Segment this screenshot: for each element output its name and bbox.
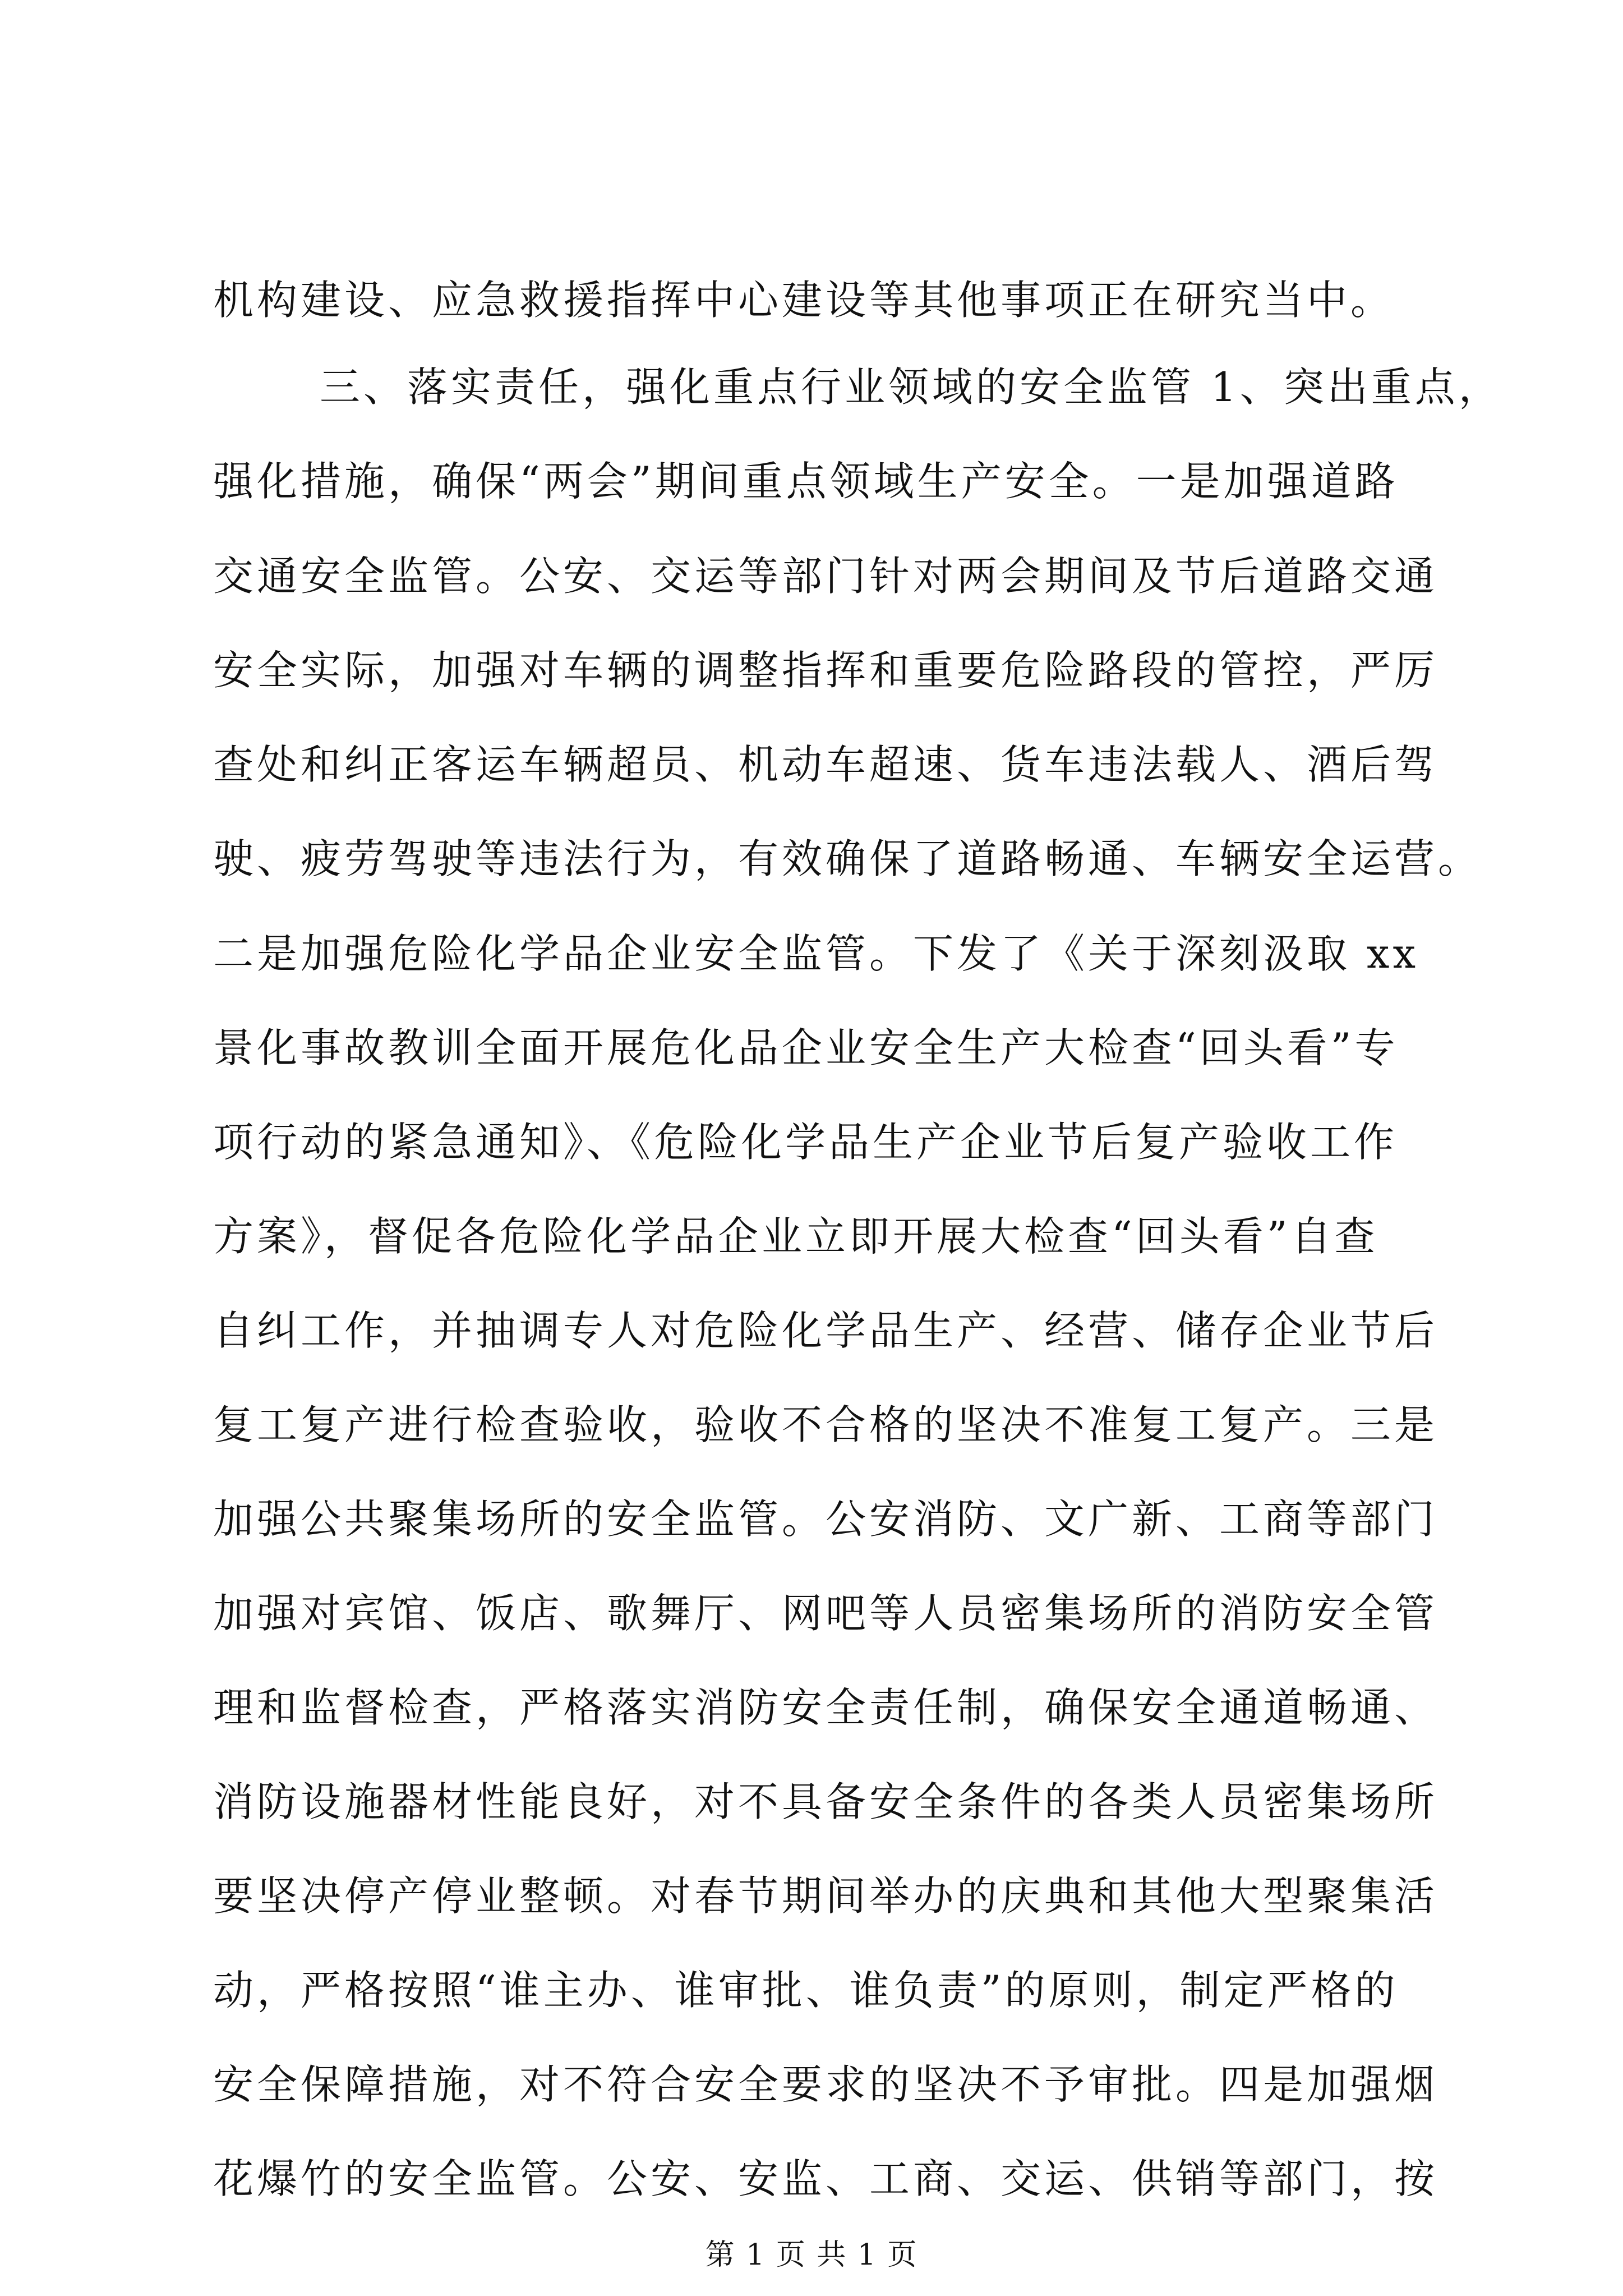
- text-line: 景化事故教训全面开展危化品企业安全生产大检查“回头看”专: [213, 1024, 1399, 1071]
- text-line: 项行动的紧急通知》、《危险化学品生产企业节后复产验收工作: [213, 1119, 1398, 1166]
- text-line: 花爆竹的安全监管。公安、安监、工商、交运、供销等部门，按: [213, 2155, 1438, 2202]
- text-line: 强化措施，确保“两会”期间重点领域生产安全。一是加强道路: [213, 458, 1399, 505]
- text-line: 加强对宾馆、饭店、歌舞厅、网吧等人员密集场所的消防安全管: [213, 1590, 1438, 1637]
- text-line: 机构建设、应急救援指挥中心建设等其他事项正在研究当中。: [213, 277, 1395, 324]
- text-line: 交通安全监管。公安、交运等部门针对两会期间及节后道路交通: [213, 553, 1438, 600]
- text-line: 理和监督检查，严格落实消防安全责任制，确保安全通道畅通、: [213, 1684, 1438, 1731]
- text-line: 安全保障措施，对不符合安全要求的坚决不予审批。四是加强烟: [213, 2061, 1438, 2108]
- text-line: 驶、疲劳驾驶等违法行为，有效确保了道路畅通、车辆安全运营。: [213, 835, 1482, 882]
- text-line: 安全实际，加强对车辆的调整指挥和重要危险路段的管控，严厉: [213, 647, 1438, 694]
- page-footer: 第 1 页 共 1 页: [705, 2238, 918, 2272]
- text-line: 二是加强危险化学品企业安全监管。下发了《关于深刻汲取 xx: [213, 930, 1419, 977]
- text-line: 加强公共聚集场所的安全监管。公安消防、文广新、工商等部门: [213, 1496, 1438, 1543]
- text-line: 要坚决停产停业整顿。对春节期间举办的庆典和其他大型聚集活: [213, 1872, 1438, 1920]
- text-line: 自纠工作，并抽调专人对危险化学品生产、经营、储存企业节后: [213, 1307, 1438, 1354]
- text-line: 三、落实责任，强化重点行业领域的安全监管 1、突出重点，: [320, 364, 1502, 411]
- text-line: 方案》，督促各危险化学品企业立即开展大检查“回头看”自查: [213, 1213, 1378, 1260]
- text-line: 查处和纠正客运车辆超员、机动车超速、货车违法载人、酒后驾: [213, 741, 1438, 788]
- text-line: 复工复产进行检查验收，验收不合格的坚决不准复工复产。三是: [213, 1401, 1438, 1448]
- text-line: 消防设施器材性能良好，对不具备安全条件的各类人员密集场所: [213, 1778, 1438, 1825]
- text-line: 动，严格按照“谁主办、谁审批、谁负责”的原则，制定严格的: [213, 1967, 1399, 2014]
